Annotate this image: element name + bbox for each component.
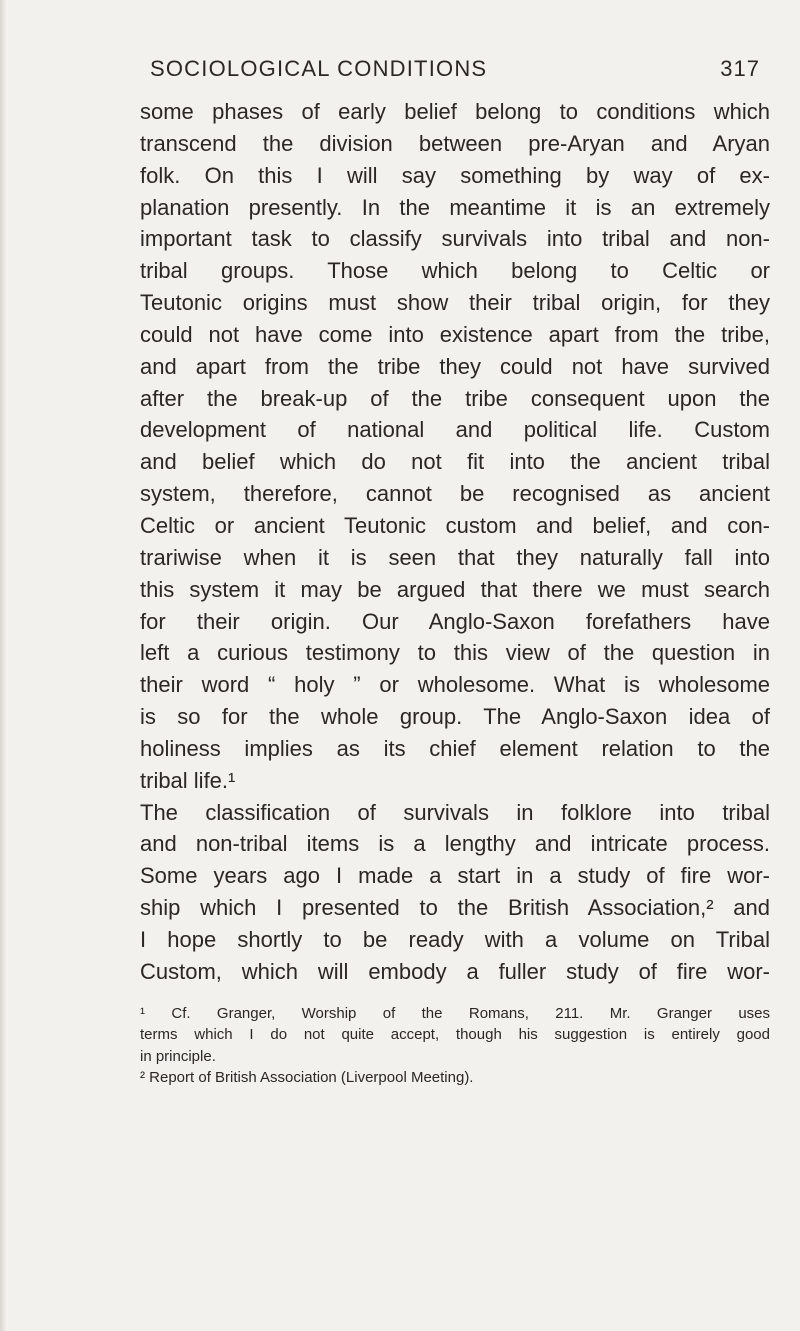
page-edge (0, 0, 6, 1331)
text-line: important task to classify survivals into tribal and non- (140, 226, 770, 252)
text-line: and belief which do not fit into the ancient tribal (140, 449, 770, 475)
footnote-line: in principle. (140, 1047, 216, 1065)
text-line: their word “ holy ” or wholesome. What is wholesome (140, 672, 770, 698)
text-line: for their origin. Our Anglo-Saxon forefathers have (140, 608, 770, 634)
text-line: tribal groups. Those which belong to Celtic or (140, 258, 770, 284)
page-header (142, 56, 770, 92)
text-line: development of national and political life. Custom (140, 417, 770, 443)
text-line: I hope shortly to be ready with a volume on Tribal (140, 926, 770, 952)
text-line: The classification of survivals in folklore into tribal (140, 799, 770, 825)
text-line: planation presently. In the meantime it is an extremely (140, 194, 770, 220)
text-line: and apart from the tribe they could not have survived (140, 353, 770, 379)
text-line: Teutonic origins must show their tribal origin, for they (140, 290, 770, 316)
text-line: this system it may be argued that there we must search (140, 576, 770, 602)
text-line: holiness implies as its chief element relation to the (140, 735, 770, 761)
footnote-line: ¹ Cf. Granger, Worship of the Romans, 211. Mr. Granger uses (140, 1005, 770, 1022)
text-line: Some years ago I made a start in a study of fire wor- (140, 863, 770, 889)
footnotes (140, 1003, 770, 1088)
text-line: after the break-up of the tribe consequent upon the (140, 385, 770, 411)
text-line: and non-tribal items is a lengthy and intricate process. (140, 831, 770, 857)
text-line: folk. On this I will say something by way of ex- (140, 162, 770, 188)
text-line: some phases of early belief belong to conditions which (140, 99, 770, 124)
footnote-line: ² Report of British Association (Liverpool Meeting). (140, 1068, 474, 1086)
text-line: Celtic or ancient Teutonic custom and belief, and con- (140, 512, 770, 538)
text-line: could not have come into existence apart from the tribe, (140, 321, 770, 347)
text-line: Custom, which will embody a fuller study of fire wor- (140, 958, 770, 984)
text-line: ship which I presented to the British Association,² and (140, 895, 770, 921)
text-line: trariwise when it is seen that they naturally fall into (140, 544, 770, 570)
page-number: 317 (720, 56, 760, 81)
text-line: tribal life.¹ (140, 767, 236, 793)
text-line: system, therefore, cannot be recognised as ancient (140, 481, 770, 507)
text-line: transcend the division between pre-Aryan and Aryan (140, 130, 770, 156)
footnote-line: terms which I do not quite accept, though his suggestion is entirely good (140, 1026, 770, 1044)
text-line: is so for the whole group. The Anglo-Saxon idea of (140, 704, 770, 730)
text-line: left a curious testimony to this view of the question in (140, 640, 770, 666)
running-head: SOCIOLOGICAL CONDITIONS (150, 56, 488, 81)
body-text (140, 96, 770, 988)
